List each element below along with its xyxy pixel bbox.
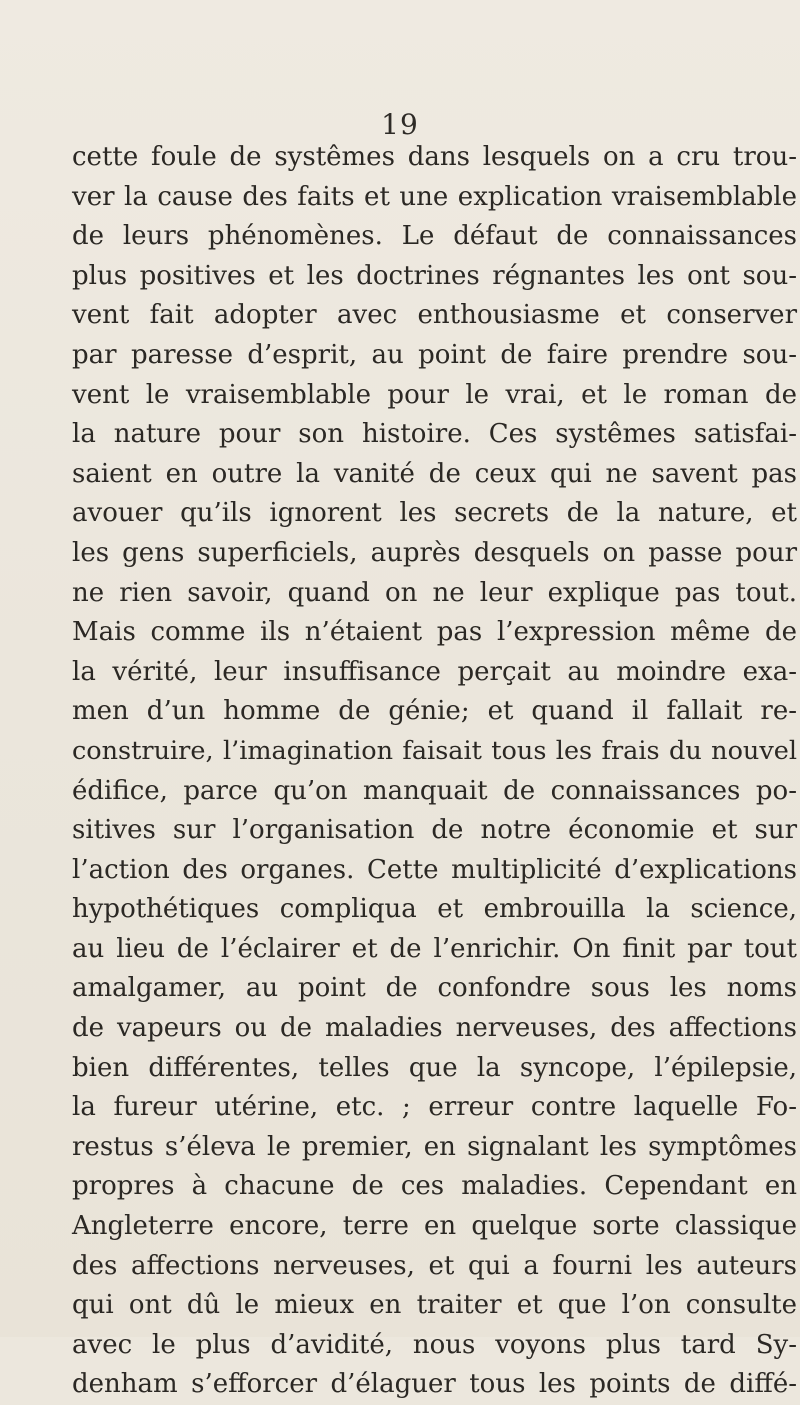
text-line: vent fait adopter avec enthousiasme et conserver bbox=[72, 300, 797, 331]
text-line: plus positives et les doctrines régnantes les ont sou- bbox=[72, 260, 797, 291]
text-line: Mais comme ils n’étaient pas l’expression même de bbox=[72, 617, 797, 648]
text-line: de leurs phénomènes. Le défaut de connaissances bbox=[72, 221, 797, 252]
text-line: qui ont dû le mieux en traiter et que l’on consulte bbox=[72, 1290, 797, 1321]
text-line: sitives sur l’organisation de notre économie et sur bbox=[72, 815, 797, 846]
text-line: avec le plus d’avidité, nous voyons plus tard Sy- bbox=[72, 1329, 797, 1360]
text-line: amalgamer, au point de confondre sous les noms bbox=[72, 973, 797, 1004]
text-line: denham s’efforcer d’élaguer tous les points de diffé- bbox=[72, 1369, 797, 1400]
text-line: men d’un homme de génie; et quand il fallait re- bbox=[72, 696, 797, 727]
text-line: cette foule de systêmes dans lesquels on a cru trou- bbox=[72, 142, 797, 172]
text-line: construire, l’imagination faisait tous les frais du nouvel bbox=[72, 735, 797, 766]
page-number: 19 bbox=[381, 108, 419, 141]
text-line: la nature pour son histoire. Ces systêmes satisfai- bbox=[72, 419, 797, 450]
text-line: bien différentes, telles que la syncope, l’épilepsie, bbox=[72, 1052, 797, 1083]
text-line: ver la cause des faits et une explication vraisemblable bbox=[72, 181, 797, 212]
text-line: restus s’éleva le premier, en signalant les symptômes bbox=[72, 1131, 797, 1162]
text-line: Angleterre encore, terre en quelque sorte classique bbox=[72, 1211, 797, 1242]
text-line: avouer qu’ils ignorent les secrets de la nature, et bbox=[72, 498, 797, 529]
text-line: vent le vraisemblable pour le vrai, et le roman de bbox=[72, 379, 797, 410]
text-line: édifice, parce qu’on manquait de connaissances po- bbox=[72, 775, 797, 806]
text-line: saient en outre la vanité de ceux qui ne savent pas bbox=[72, 458, 797, 489]
text-line: propres à chacune de ces maladies. Cependant en bbox=[72, 1171, 797, 1202]
body-text bbox=[72, 138, 797, 1405]
text-line: au lieu de l’éclairer et de l’enrichir. On finit par tout bbox=[72, 933, 797, 964]
text-line: les gens superficiels, auprès desquels on passe pour bbox=[72, 537, 797, 568]
text-line: de vapeurs ou de maladies nerveuses, des affections bbox=[72, 1013, 797, 1044]
text-line: ne rien savoir, quand on ne leur explique pas tout. bbox=[72, 577, 797, 608]
text-line: la fureur utérine, etc. ; erreur contre laquelle Fo- bbox=[72, 1092, 797, 1123]
text-line: l’action des organes. Cette multiplicité d’explications bbox=[72, 854, 797, 885]
text-line: des affections nerveuses, et qui a fourni les auteurs bbox=[72, 1250, 797, 1281]
text-line: par paresse d’esprit, au point de faire prendre sou- bbox=[72, 339, 797, 370]
text-line: hypothétiques compliqua et embrouilla la science, bbox=[72, 894, 797, 925]
text-line: la vérité, leur insuffisance perçait au moindre exa- bbox=[72, 656, 797, 687]
